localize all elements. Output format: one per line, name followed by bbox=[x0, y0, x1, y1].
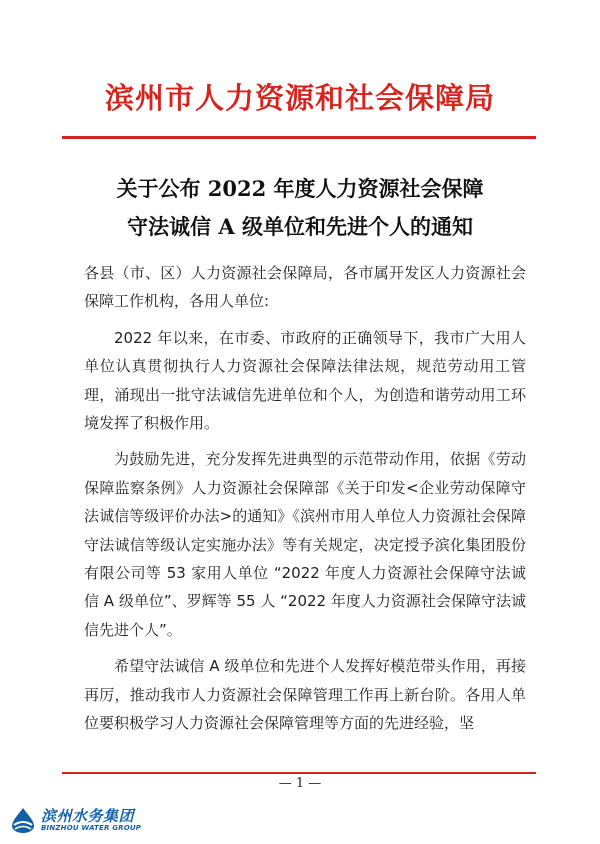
title-line-2: 守法诚信 A 级单位和先进个人的通知 bbox=[127, 214, 473, 239]
paragraph-3: 希望守法诚信 A 级单位和先进个人发挥好模范带头作用，再接再厉，推动我市人力资源社会保障管理工作再上新台阶。各用人单位要积极学习人力资源社会保障管理等方面的先进经验，坚 bbox=[84, 657, 526, 733]
document-title bbox=[0, 170, 600, 246]
org-header-title: 滨州市人力资源和社会保障局 bbox=[104, 81, 495, 115]
title-line-1: 关于公布 2022 年度人力资源社会保障 bbox=[116, 176, 484, 201]
paragraph-2: 为鼓励先进，充分发挥先进典型的示范带动作用，依据《劳动保障监察条例》人力资源社会保障部《关于印发<企业劳动保障守法诚信等级评价办法>的通知》《滨州市用人单位人力资源社会保障守法诚信等级认定实施办法》等有关规定，决定授予滨化集团股份有限公司等 53 家用人单位 “2022 年度人力资源社会保障守法诚信 A 级单位”、罗辉等 55 人 “2022 年度人力资源社会保障守法诚信先进个人”。 bbox=[84, 450, 526, 639]
salutation: 各县（市、区）人力资源社会保障局，各市属开发区人力资源社会保障工作机构，各用人单位: bbox=[84, 264, 526, 311]
footer-red-rule bbox=[62, 772, 536, 774]
document-body bbox=[84, 259, 526, 746]
paragraph-1: 2022 年以来，在市委、市政府的正确领导下，我市广大用人单位认真贯彻执行人力资源社会保障法律法规，规范劳动用工管理，涌现出一批守法诚信先进单位和个人，为创造和谐劳动用工环境发挥了积极作用。 bbox=[84, 328, 526, 433]
page-number: — 1 — bbox=[278, 776, 322, 791]
header-red-rule bbox=[62, 136, 536, 139]
logo-name: 滨州水务集团 bbox=[41, 806, 135, 825]
logo-subtitle: BINZHOU WATER GROUP bbox=[41, 823, 142, 832]
company-logo bbox=[8, 806, 141, 834]
water-drop-logo-icon bbox=[8, 806, 38, 834]
